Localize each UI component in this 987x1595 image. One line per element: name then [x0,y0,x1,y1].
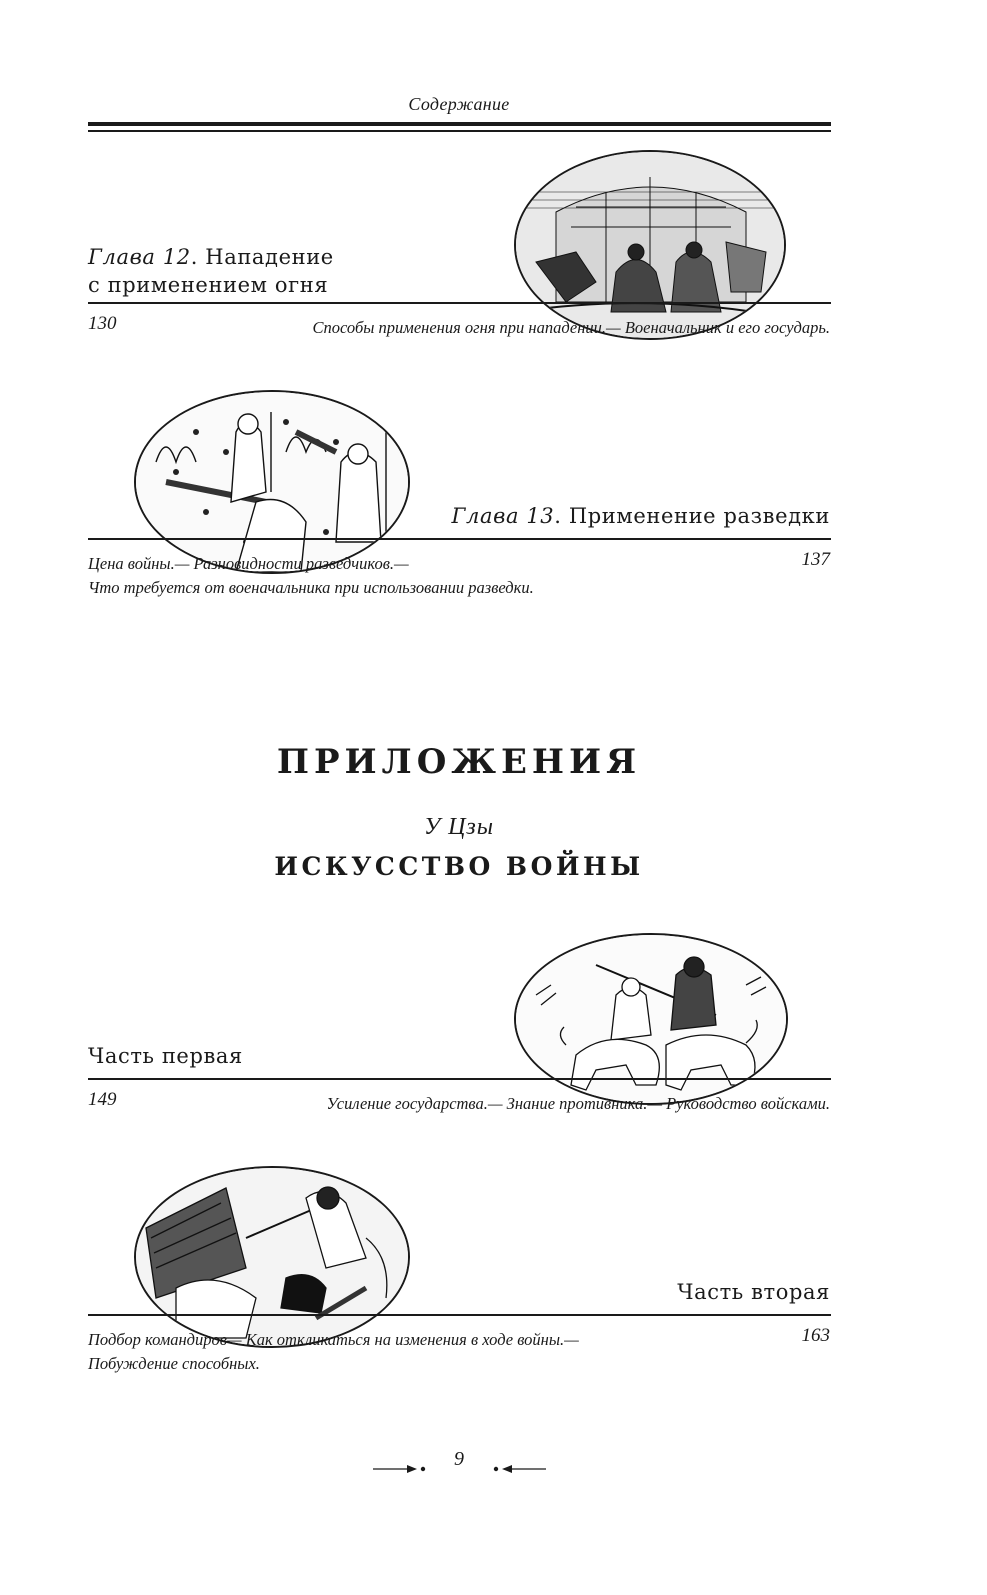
running-head: Содержание [408,94,510,114]
chapter-12-title-line2: с применением огня [88,273,329,297]
chapter-13-title-line1: . Применение разведки [554,504,830,528]
illustration-tent-camp [514,150,786,340]
entry-rule [88,302,831,304]
chapter-13-label: Глава 13 [451,504,555,528]
folio-ornament-right [488,1460,546,1472]
part-2-description [88,1328,579,1376]
entry-rule [88,538,831,540]
illustration-warriors-fight [134,1166,410,1348]
book-title: ИСКУССТВО ВОЙНЫ [274,852,644,881]
page-number: 9 [454,1448,464,1470]
header-rule-thick [88,122,831,126]
part-2-title[interactable] [677,1278,830,1306]
entry-rule [88,1078,831,1080]
part-1-page[interactable]: 149 [88,1089,117,1110]
chapter-12-desc-line1: Способы применения огня при нападении.— Военачальник и его государь. [312,318,830,337]
entry-rule [88,1314,831,1316]
chapter-12-label: Глава 12 [88,245,191,269]
part-1-title-line1: Часть первая [88,1044,243,1068]
chapter-12-description [313,316,831,340]
part-2-title-line1: Часть вторая [677,1280,830,1304]
chapter-13-desc-line2: Что требуется от военачальника при использовании разведки. [88,578,534,597]
header-rule-thin [88,130,831,132]
part-1-title[interactable] [88,1042,243,1070]
part-1-desc-line1: Усиление государства.— Знание противника.— Руководство войсками. [326,1094,830,1113]
part-2-desc-line1: Подбор командиров— Как откликаться на изменения в ходе войны.— [88,1330,579,1349]
chapter-12-title[interactable] [88,243,334,299]
part-2-page[interactable]: 163 [801,1325,830,1346]
chapter-12-title-line1: . Нападение [190,245,334,269]
part-1-description [326,1092,830,1116]
chapter-12-page[interactable]: 130 [88,313,117,334]
author-name: У Цзы [423,814,495,840]
section-title: ПРИЛОЖЕНИЯ [276,742,642,782]
chapter-13-description [88,552,534,600]
part-2-desc-line2: Побуждение способных. [88,1354,260,1373]
illustration-fire-attack [134,390,410,574]
chapter-13-desc-line1: Цена войны.— Разновидности разведчиков.— [88,554,409,573]
chapter-13-page[interactable]: 137 [801,549,830,570]
chapter-13-title[interactable] [452,502,830,530]
